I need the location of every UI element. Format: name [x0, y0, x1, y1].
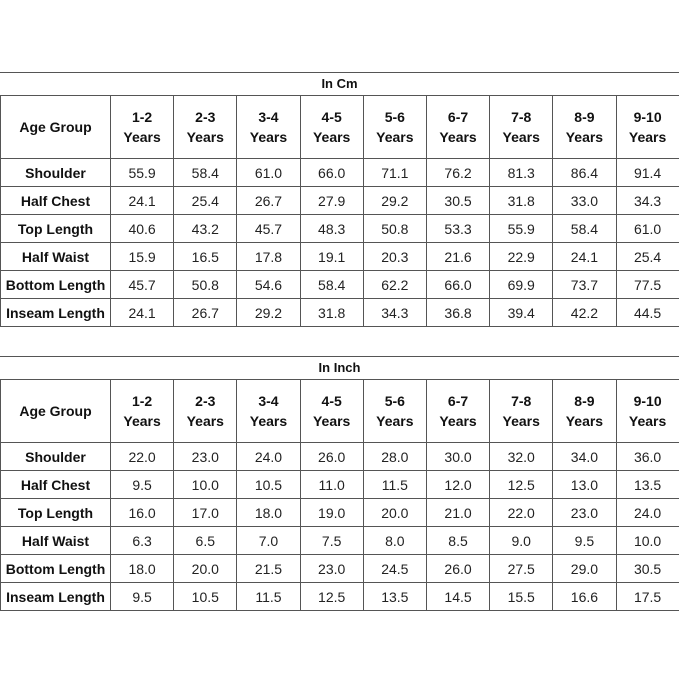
age-unit: Years [312, 413, 351, 429]
measurement-value: 12.0 [426, 471, 489, 499]
measurement-value: 24.1 [553, 243, 616, 271]
age-unit: Years [439, 129, 477, 145]
measurement-value: 18.0 [111, 555, 174, 583]
age-unit: Years [312, 129, 351, 145]
measurement-label: Shoulder [1, 443, 111, 471]
measurement-value: 11.0 [300, 471, 363, 499]
measurement-value: 13.5 [616, 471, 679, 499]
measurement-value: 9.5 [111, 471, 174, 499]
measurement-value: 62.2 [363, 271, 426, 299]
measurement-value: 24.0 [237, 443, 300, 471]
measurement-value: 66.0 [426, 271, 489, 299]
measurement-value: 36.8 [426, 299, 489, 327]
measurement-value: 12.5 [490, 471, 553, 499]
measurement-value: 24.1 [111, 187, 174, 215]
age-range: 2-3 [195, 393, 216, 409]
age-column-header [426, 380, 489, 443]
measurement-label: Half Waist [1, 527, 111, 555]
table-row [1, 215, 679, 243]
measurement-value: 9.5 [111, 583, 174, 611]
measurement-value: 58.4 [553, 215, 616, 243]
age-column-header [490, 380, 553, 443]
age-column-header [426, 96, 489, 159]
measurement-label: Half Chest [1, 471, 111, 499]
age-range: 7-8 [511, 109, 532, 125]
measurement-value: 27.9 [300, 187, 363, 215]
measurement-value: 24.1 [111, 299, 174, 327]
measurement-label: Bottom Length [1, 555, 111, 583]
measurement-value: 55.9 [111, 159, 174, 187]
measurement-value: 25.4 [616, 243, 679, 271]
age-column-header [363, 96, 426, 159]
measurement-value: 58.4 [300, 271, 363, 299]
measurement-value: 29.0 [553, 555, 616, 583]
age-column-header [174, 380, 237, 443]
measurement-label: Inseam Length [1, 583, 111, 611]
measurement-value: 6.3 [111, 527, 174, 555]
measurement-label: Half Waist [1, 243, 111, 271]
age-unit: Years [502, 129, 540, 145]
measurement-value: 13.0 [553, 471, 616, 499]
age-column-header [111, 380, 174, 443]
age-column-header [553, 380, 616, 443]
measurement-value: 20.3 [363, 243, 426, 271]
measurement-value: 16.6 [553, 583, 616, 611]
age-column-header [616, 380, 679, 443]
table-row [1, 471, 679, 499]
measurement-value: 23.0 [174, 443, 237, 471]
age-column-header [237, 380, 300, 443]
table-row [1, 583, 679, 611]
measurement-value: 21.5 [237, 555, 300, 583]
measurement-value: 32.0 [490, 443, 553, 471]
age-range: 3-4 [258, 393, 279, 409]
measurement-value: 25.4 [174, 187, 237, 215]
age-unit: Years [439, 413, 477, 429]
measurement-value: 10.5 [237, 471, 300, 499]
age-column-header [300, 96, 363, 159]
age-range: 8-9 [574, 109, 595, 125]
unit-title: In Cm [0, 72, 679, 95]
measurement-value: 29.2 [363, 187, 426, 215]
measurement-value: 50.8 [174, 271, 237, 299]
measurement-value: 29.2 [237, 299, 300, 327]
table-row [1, 159, 679, 187]
measurement-value: 6.5 [174, 527, 237, 555]
measurement-value: 24.5 [363, 555, 426, 583]
age-unit: Years [628, 413, 667, 429]
measurement-value: 7.0 [237, 527, 300, 555]
age-unit: Years [565, 129, 604, 145]
measurement-value: 21.0 [426, 499, 489, 527]
age-range: 4-5 [321, 109, 342, 125]
header-row [1, 96, 679, 159]
measurement-value: 15.9 [111, 243, 174, 271]
measurement-value: 28.0 [363, 443, 426, 471]
measurement-value: 16.0 [111, 499, 174, 527]
measurement-value: 34.3 [363, 299, 426, 327]
measurement-value: 8.5 [426, 527, 489, 555]
size-table [0, 95, 679, 327]
measurement-label: Top Length [1, 499, 111, 527]
measurement-value: 15.5 [490, 583, 553, 611]
age-unit: Years [376, 413, 414, 429]
age-unit: Years [186, 413, 224, 429]
age-unit: Years [249, 129, 288, 145]
age-column-header [174, 96, 237, 159]
size-table [0, 379, 679, 611]
age-range: 9-10 [633, 393, 662, 409]
age-range: 1-2 [131, 393, 153, 409]
measurement-label: Shoulder [1, 159, 111, 187]
age-range: 3-4 [258, 109, 279, 125]
measurement-value: 17.0 [174, 499, 237, 527]
size-chart-inch [0, 356, 679, 611]
measurement-value: 54.6 [237, 271, 300, 299]
measurement-value: 14.5 [426, 583, 489, 611]
measurement-value: 11.5 [237, 583, 300, 611]
measurement-value: 31.8 [490, 187, 553, 215]
measurement-value: 9.0 [490, 527, 553, 555]
measurement-value: 23.0 [553, 499, 616, 527]
age-column-header [363, 380, 426, 443]
table-row [1, 271, 679, 299]
measurement-value: 50.8 [363, 215, 426, 243]
measurement-value: 17.5 [616, 583, 679, 611]
measurement-value: 23.0 [300, 555, 363, 583]
measurement-value: 7.5 [300, 527, 363, 555]
measurement-value: 26.7 [237, 187, 300, 215]
measurement-value: 26.0 [300, 443, 363, 471]
age-range: 8-9 [574, 393, 595, 409]
measurement-value: 27.5 [490, 555, 553, 583]
table-row [1, 243, 679, 271]
measurement-value: 61.0 [616, 215, 679, 243]
measurement-value: 69.9 [490, 271, 553, 299]
age-range: 9-10 [633, 109, 662, 125]
measurement-value: 22.9 [490, 243, 553, 271]
age-range: 7-8 [511, 393, 532, 409]
age-unit: Years [123, 129, 161, 145]
age-range: 4-5 [321, 393, 342, 409]
measurement-value: 53.3 [426, 215, 489, 243]
measurement-value: 58.4 [174, 159, 237, 187]
measurement-value: 61.0 [237, 159, 300, 187]
header-row [1, 380, 679, 443]
measurement-value: 34.0 [553, 443, 616, 471]
measurement-value: 81.3 [490, 159, 553, 187]
measurement-value: 12.5 [300, 583, 363, 611]
table-row [1, 527, 679, 555]
age-unit: Years [376, 129, 414, 145]
measurement-value: 55.9 [490, 215, 553, 243]
measurement-value: 39.4 [490, 299, 553, 327]
measurement-value: 10.0 [174, 471, 237, 499]
measurement-value: 34.3 [616, 187, 679, 215]
measurement-value: 19.0 [300, 499, 363, 527]
measurement-value: 45.7 [111, 271, 174, 299]
table-row [1, 443, 679, 471]
measurement-value: 16.5 [174, 243, 237, 271]
measurement-value: 42.2 [553, 299, 616, 327]
age-column-header [553, 96, 616, 159]
measurement-value: 19.1 [300, 243, 363, 271]
measurement-label: Half Chest [1, 187, 111, 215]
measurement-value: 22.0 [111, 443, 174, 471]
measurement-value: 31.8 [300, 299, 363, 327]
age-column-header [616, 96, 679, 159]
measurement-value: 22.0 [490, 499, 553, 527]
measurement-value: 36.0 [616, 443, 679, 471]
measurement-value: 18.0 [237, 499, 300, 527]
table-row [1, 499, 679, 527]
age-range: 6-7 [447, 109, 469, 125]
table-row [1, 187, 679, 215]
unit-title: In Inch [0, 356, 679, 379]
age-group-header: Age Group [1, 96, 111, 159]
size-chart-cm [0, 72, 679, 327]
age-unit: Years [502, 413, 540, 429]
age-column-header [111, 96, 174, 159]
age-unit: Years [249, 413, 288, 429]
measurement-value: 91.4 [616, 159, 679, 187]
age-column-header [490, 96, 553, 159]
age-group-header: Age Group [1, 380, 111, 443]
measurement-value: 86.4 [553, 159, 616, 187]
measurement-value: 13.5 [363, 583, 426, 611]
age-unit: Years [186, 129, 224, 145]
measurement-value: 40.6 [111, 215, 174, 243]
measurement-value: 71.1 [363, 159, 426, 187]
measurement-label: Bottom Length [1, 271, 111, 299]
measurement-value: 8.0 [363, 527, 426, 555]
measurement-label: Top Length [1, 215, 111, 243]
measurement-value: 43.2 [174, 215, 237, 243]
age-range: 2-3 [195, 109, 216, 125]
table-row [1, 555, 679, 583]
age-column-header [237, 96, 300, 159]
measurement-value: 26.7 [174, 299, 237, 327]
measurement-value: 26.0 [426, 555, 489, 583]
age-unit: Years [565, 413, 604, 429]
measurement-value: 77.5 [616, 271, 679, 299]
measurement-value: 30.5 [426, 187, 489, 215]
age-range: 5-6 [384, 393, 405, 409]
measurement-value: 24.0 [616, 499, 679, 527]
measurement-value: 11.5 [363, 471, 426, 499]
measurement-value: 45.7 [237, 215, 300, 243]
measurement-value: 33.0 [553, 187, 616, 215]
measurement-value: 9.5 [553, 527, 616, 555]
measurement-value: 17.8 [237, 243, 300, 271]
age-range: 1-2 [131, 109, 153, 125]
measurement-value: 20.0 [363, 499, 426, 527]
age-range: 6-7 [447, 393, 469, 409]
measurement-value: 76.2 [426, 159, 489, 187]
measurement-value: 44.5 [616, 299, 679, 327]
table-row [1, 299, 679, 327]
age-range: 5-6 [384, 109, 405, 125]
measurement-value: 48.3 [300, 215, 363, 243]
age-unit: Years [628, 129, 667, 145]
measurement-value: 30.5 [616, 555, 679, 583]
measurement-label: Inseam Length [1, 299, 111, 327]
age-unit: Years [123, 413, 161, 429]
measurement-value: 20.0 [174, 555, 237, 583]
age-column-header [300, 380, 363, 443]
measurement-value: 30.0 [426, 443, 489, 471]
measurement-value: 66.0 [300, 159, 363, 187]
measurement-value: 10.5 [174, 583, 237, 611]
measurement-value: 10.0 [616, 527, 679, 555]
measurement-value: 21.6 [426, 243, 489, 271]
measurement-value: 73.7 [553, 271, 616, 299]
